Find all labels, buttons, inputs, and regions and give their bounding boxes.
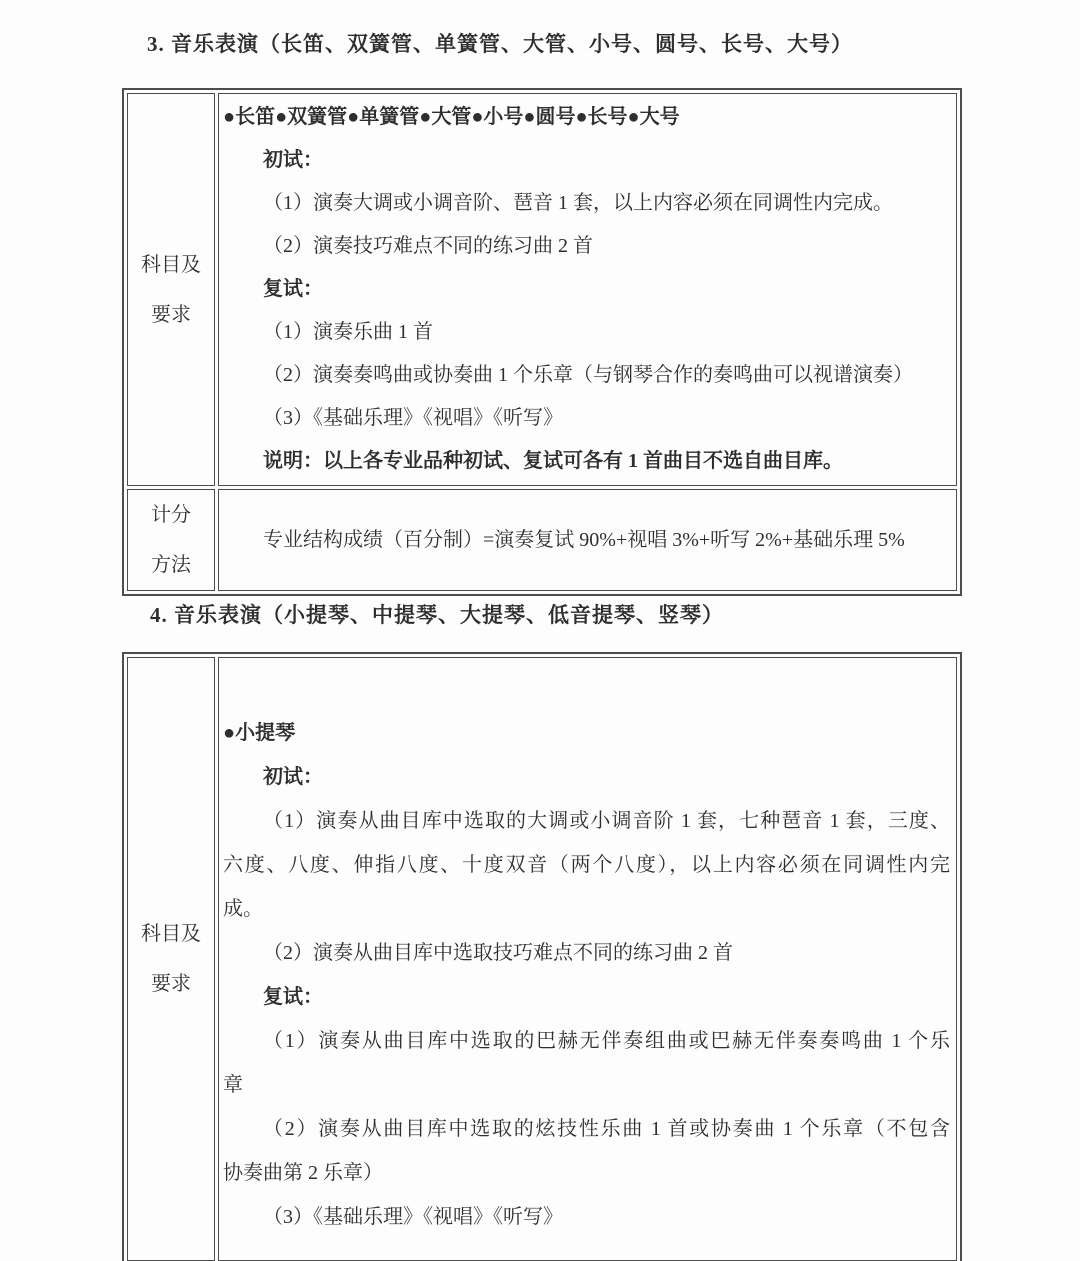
instrument-list-line: ●长笛●双簧管●单簧管●大管●小号●圆号●长号●大号 [223, 106, 680, 128]
subject-requirements-header-cell [127, 657, 215, 1261]
table-row [127, 489, 957, 591]
requirement-line: （1）演奏乐曲 1 首 [263, 321, 433, 343]
header-label-line: 要求 [151, 973, 191, 995]
header-label-line: 计分 [151, 504, 191, 526]
requirement-line: （1）演奏大调或小调音阶、琶音 1 套，以上内容必须在同调性内完成。 [263, 192, 893, 214]
requirement-line: （2）演奏奏鸣曲或协奏曲 1 个乐章（与钢琴合作的奏鸣曲可以视谱演奏） [263, 364, 913, 386]
header-label-line: 要求 [151, 303, 191, 326]
subject-requirements-content-cell [218, 93, 957, 486]
section-4-heading: 4. 音乐表演（小提琴、中提琴、大提琴、低音提琴、竖琴） [150, 603, 724, 627]
requirement-line-continued: 章 [223, 1074, 243, 1096]
subject-requirements-header-cell [127, 93, 215, 486]
scoring-method-header-cell [127, 489, 215, 591]
section-3-heading: 3. 音乐表演（长笛、双簧管、单簧管、大管、小号、圆号、长号、大号） [147, 32, 853, 56]
subject-requirements-content-cell [218, 657, 957, 1261]
header-label-line: 科目及 [141, 923, 201, 945]
second-round-label: 复试： [263, 986, 323, 1008]
requirement-line: （2）演奏从曲目库中选取技巧难点不同的练习曲 2 首 [263, 942, 733, 964]
first-round-label: 初试： [263, 149, 323, 171]
requirement-line-continued: 成。 [223, 898, 263, 920]
requirement-line-continued: 六度、八度、伸指八度、十度双音（两个八度），以上内容必须在同调性内完 [223, 854, 950, 876]
requirement-line-continued: 协奏曲第 2 乐章） [223, 1162, 383, 1184]
section-4-requirements-table [122, 652, 962, 1261]
table-row [127, 657, 957, 1261]
requirement-line: （3）《基础乐理》《视唱》《听写》 [263, 1206, 563, 1228]
header-label-line: 方法 [151, 554, 191, 576]
requirement-line: （2）演奏从曲目库中选取的炫技性乐曲 1 首或协奏曲 1 个乐章（不包含 [263, 1118, 950, 1140]
note-line: 说明：以上各专业品种初试、复试可各有 1 首曲目不选自曲目库。 [263, 450, 843, 472]
requirement-line: （1）演奏从曲目库中选取的大调或小调音阶 1 套，七种琶音 1 套，三度、 [263, 810, 950, 832]
second-round-label: 复试： [263, 278, 323, 300]
requirement-line: （3）《基础乐理》《视唱》《听写》 [263, 407, 563, 429]
section-3-requirements-table [122, 88, 962, 596]
table-row [127, 93, 957, 486]
instrument-list-line: ●小提琴 [223, 722, 296, 744]
first-round-label: 初试： [263, 766, 323, 788]
header-label-line: 科目及 [141, 253, 201, 276]
requirement-line: （1）演奏从曲目库中选取的巴赫无伴奏组曲或巴赫无伴奏奏鸣曲 1 个乐 [263, 1030, 950, 1052]
scoring-formula: 专业结构成绩（百分制）=演奏复试 90%+视唱 3%+听写 2%+基础乐理 5% [263, 529, 905, 551]
requirement-line: （2）演奏技巧难点不同的练习曲 2 首 [263, 235, 593, 257]
scoring-method-content-cell [218, 489, 957, 591]
